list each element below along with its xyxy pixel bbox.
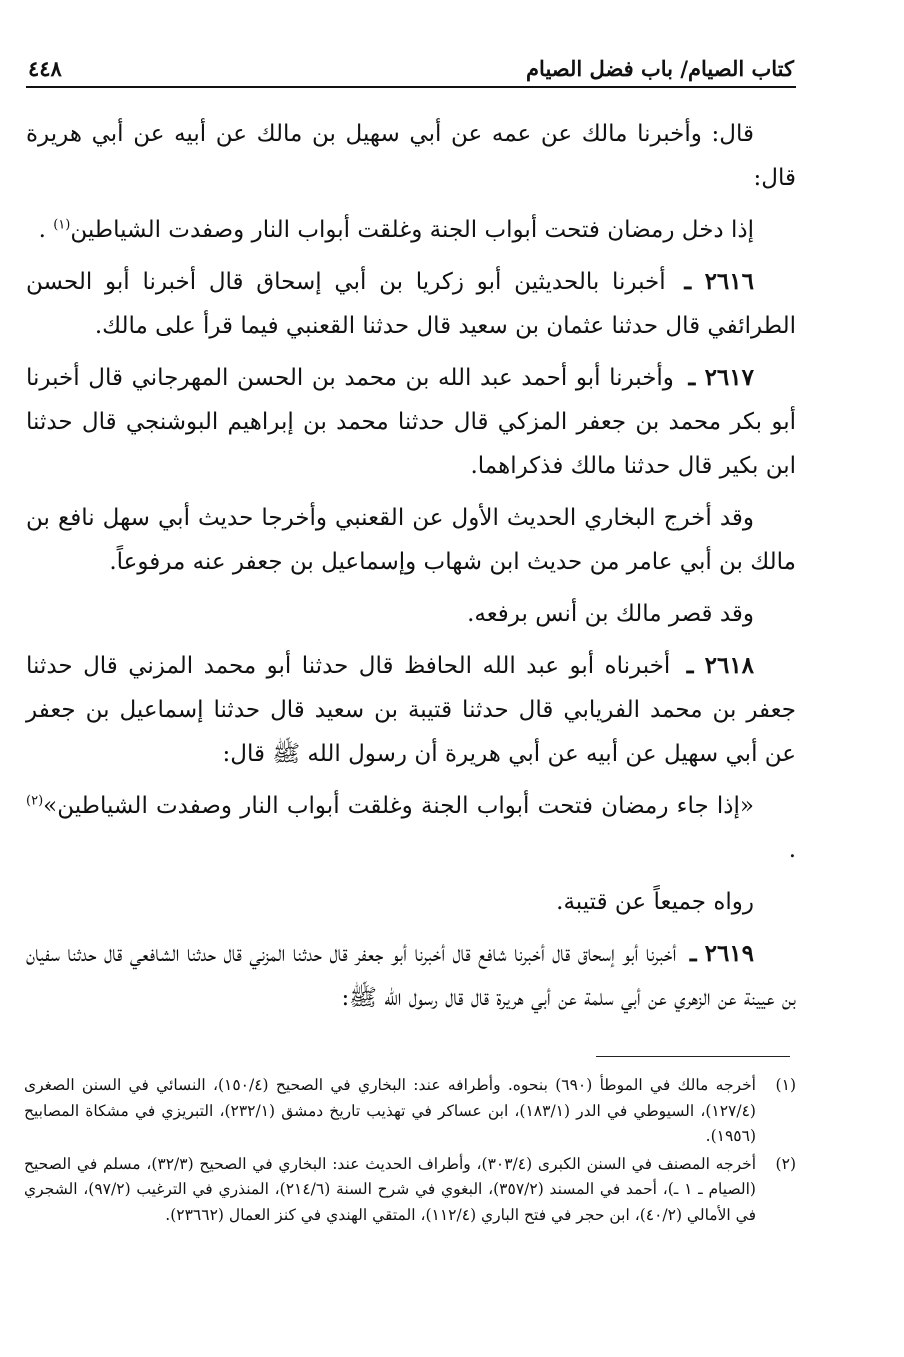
footnote <box>24 1152 796 1229</box>
paragraph-text: أخبرناه أبو عبد الله الحافظ قال حدثنا أبو محمد المزني قال حدثنا جعفر بن محمد الفريابي قال حدثنا قتيبة بن سعيد قال حدثنا إسماعيل بن جعفر عن أبي سهيل عن أبيه عن أبي هريرة أن رسول الله ﷺ قال: <box>26 653 796 767</box>
footnote-text: أخرجه مالك في الموطأ (٦٩٠) بنحوه. وأطرافه عند: البخاري في الصحيح (١٥٠/٤)، النسائي في السنن الصغرى (١٢٧/٤)، السيوطي في الدر (١٨٣/١)، ابن عساكر في تهذيب تاريخ دمشق (٢٣٢/١)، التبريزي في مشكاة المصابيح (١٩٥٦). <box>24 1076 756 1145</box>
paragraph-text: قال: وأخبرنا مالك عن عمه عن أبي سهيل بن مالك عن أبيه عن أبي هريرة قال: <box>26 121 796 191</box>
footnote-text: أخرجه المصنف في السنن الكبرى (٣٠٣/٤)، وأطراف الحديث عند: البخاري في الصحيح (٣٢/٣)، مسلم في الصحيح (الصيام ـ ١ ـ)، أحمد في المسند (٣٥٧/٢)، البغوي في شرح السنة (٢١٤/٦)، المنذري في الترغيب (٩٧/٢)، الشجري في الأمالي (٤٠/٢)، ابن حجر في فتح الباري (١١٢/٤)، المتقي الهندي في كنز العمال (٢٣٦٦٢). <box>24 1154 757 1224</box>
hadith-number: ٢٦١٧ ـ <box>688 364 754 391</box>
page-header <box>26 40 796 88</box>
paragraph-text: أخبرنا أبو إسحاق قال أخبرنا شافع قال أخبرنا أبو جعفر قال حدثنا المزني قال حدثنا الشافعي قال حدثنا سفيان بن عيينة عن الزهري عن أبي سلمة عن أبي هريرة قال قال رسول الله ﷺ: <box>26 941 796 1011</box>
paragraph <box>26 112 796 200</box>
paragraph-text: رواه جميعاً عن قتيبة. <box>556 889 754 915</box>
paragraph-text: وقد أخرج البخاري الحديث الأول عن القعنبي وأخرجا حديث أبي سهل نافع بن مالك بن أبي عامر من حديث ابن شهاب وإسماعيل بن جعفر عنه مرفوعاً. <box>26 505 796 575</box>
hadith-number: ٢٦١٦ ـ <box>684 268 754 295</box>
hadith-text <box>26 784 796 872</box>
paragraph <box>26 592 796 636</box>
hadith-paragraph <box>26 356 796 488</box>
footnote-number: (٢) <box>775 1154 796 1173</box>
paragraph <box>26 496 796 584</box>
paragraph-text: أخبرنا بالحديثين أبو زكريا بن أبي إسحاق قال أخبرنا أبو الحسن الطرائفي قال حدثنا عثمان بن سعيد قال حدثنا القعنبي فيما قرأ على مالك. <box>26 269 796 339</box>
footnote-number: (١) <box>775 1076 796 1094</box>
main-text <box>26 112 796 1028</box>
paragraph-text: وقد قصر مالك بن أنس برفعه. <box>467 601 754 627</box>
footnote <box>24 1073 796 1150</box>
punctuation: . <box>38 217 46 243</box>
hadith-paragraph <box>26 260 796 348</box>
paragraph-text: إذا دخل رمضان فتحت أبواب الجنة وغلقت أبواب النار وصفدت الشياطين <box>70 217 754 243</box>
footnote-ref: (٢) <box>26 793 44 809</box>
hadith-paragraph <box>26 932 796 1020</box>
running-title: كتاب الصيام/ باب فضل الصيام <box>526 56 794 81</box>
hadith-text <box>26 208 796 252</box>
paragraph <box>26 880 796 924</box>
footnotes <box>24 1073 796 1230</box>
hadith-number: ٢٦١٩ ـ <box>689 940 755 967</box>
punctuation: . <box>788 837 796 863</box>
paragraph-text: وأخبرنا أبو أحمد عبد الله بن محمد بن الحسن المهرجاني قال أخبرنا أبو بكر محمد بن جعفر المزكي قال حدثنا محمد بن إبراهيم البوشنجي قال حدثنا ابن بكير قال حدثنا مالك فذكراهما. <box>26 365 796 479</box>
page-number: ٤٤٨ <box>28 56 62 81</box>
footnote-ref: (١) <box>53 217 71 233</box>
paragraph-text: «إذا جاء رمضان فتحت أبواب الجنة وغلقت أبواب النار وصفدت الشياطين» <box>43 793 754 819</box>
hadith-paragraph <box>26 644 796 776</box>
hadith-number: ٢٦١٨ ـ <box>686 652 755 679</box>
footnote-separator <box>596 1056 790 1057</box>
